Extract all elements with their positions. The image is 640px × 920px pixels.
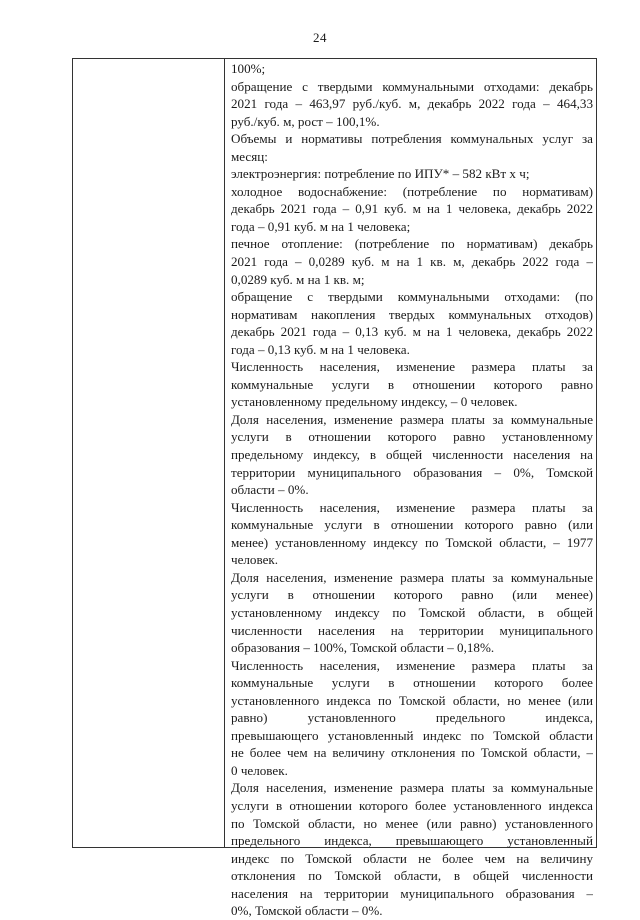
text-line: коммунальные услуги в отношении которого равно (или xyxy=(231,517,593,533)
text-line: установленному индексу по Томской области, в общей xyxy=(231,604,593,620)
text-line: человек. xyxy=(231,552,279,568)
text-line: по Томской области, но менее (или равно) установленного xyxy=(231,815,593,831)
text-line: 2021 года – 463,97 руб./куб. м, декабрь 2022 года – 464,33 xyxy=(231,96,593,112)
text-line: индекс по Томской области не более чем на величину xyxy=(231,850,593,866)
text-line: территории муниципального образования – 0%, Томской xyxy=(231,464,593,480)
text-line: Доля населения, изменение размера платы за коммунальные xyxy=(231,569,593,585)
text-line: установленному предельному индексу, – 0 человек. xyxy=(231,394,518,410)
right-column-cell xyxy=(231,60,593,920)
text-line: обращение с твердыми коммунальными отходами: (по xyxy=(231,289,593,305)
text-line: услуги в отношении которого равно установленному xyxy=(231,429,593,445)
text-line: руб./куб. м, рост – 100,1%. xyxy=(231,113,380,129)
text-line: отклонения по Томской области, в общей численности xyxy=(231,868,593,884)
text-line: Доля населения, изменение размера платы за коммунальные xyxy=(231,411,593,427)
text-line: холодное водоснабжение: (потребление по нормативам) xyxy=(231,183,593,199)
document-table xyxy=(72,58,597,919)
text-line: Доля населения, изменение размера платы за коммунальные xyxy=(231,780,593,796)
text-line: превышающего установленный индекс по Томской области xyxy=(231,727,593,743)
text-line: населения на территории муниципального образования – xyxy=(231,885,593,901)
text-line: электроэнергия: потребление по ИПУ* – 582 кВт х ч; xyxy=(231,166,530,182)
text-line: месяц: xyxy=(231,148,268,164)
text-line: установленного индекса по Томской области, но менее (или xyxy=(231,692,593,708)
text-line: услуги в отношении которого более установленного индекса xyxy=(231,797,593,813)
text-line: 0 человек. xyxy=(231,762,288,778)
text-line: Численность населения, изменение размера платы за xyxy=(231,657,593,673)
text-line: менее) установленному индексу по Томской области, – 1977 xyxy=(231,534,593,550)
text-line: 0,0289 куб. м на 1 кв. м; xyxy=(231,271,365,287)
text-line: нормативам накопления твердых коммунальных отходов) xyxy=(231,306,593,322)
text-line: декабрь 2021 года – 0,91 куб. м на 1 человека, декабрь 2022 xyxy=(231,201,593,217)
text-line: года – 0,13 куб. м на 1 человека. xyxy=(231,341,410,357)
text-line: образования – 100%, Томской области – 0,18%. xyxy=(231,640,495,656)
text-line: Численность населения, изменение размера платы за xyxy=(231,499,593,515)
text-line: предельного индекса, превышающего установленный xyxy=(231,833,593,849)
text-line: 0%, Томской области – 0%. xyxy=(231,903,383,919)
text-line: декабрь 2021 года – 0,13 куб. м на 1 человека, декабрь 2022 xyxy=(231,324,593,340)
text-line: печное отопление: (потребление по нормативам) декабрь xyxy=(231,236,593,252)
column-divider xyxy=(224,59,225,847)
text-line: обращение с твердыми коммунальными отходами: декабрь xyxy=(231,78,593,94)
text-line: 100%; xyxy=(231,61,266,76)
text-line: равно) установленного предельного индекса, xyxy=(231,710,593,726)
text-line: года – 0,91 куб. м на 1 человека; xyxy=(231,218,411,234)
page-number: 24 xyxy=(313,30,327,45)
text-line: коммунальные услуги в отношении которого равно xyxy=(231,376,593,392)
text-line: коммунальные услуги в отношении которого более xyxy=(231,675,593,691)
text-line: 2021 года – 0,0289 куб. м на 1 кв. м, декабрь 2022 года – xyxy=(231,254,593,270)
text-line: области – 0%. xyxy=(231,482,309,498)
text-line: численности населения на территории муниципального xyxy=(231,622,593,638)
text-line: Численность населения, изменение размера платы за xyxy=(231,359,593,375)
text-line: не более чем на величину отклонения по Томской области, – xyxy=(231,745,593,761)
text-line: предельному индексу, в общей численности населения на xyxy=(231,447,593,463)
text-line: Объемы и нормативы потребления коммунальных услуг за xyxy=(231,131,593,147)
left-column-cell xyxy=(73,59,224,847)
text-line: услуги в отношении которого равно (или менее) xyxy=(231,587,593,603)
